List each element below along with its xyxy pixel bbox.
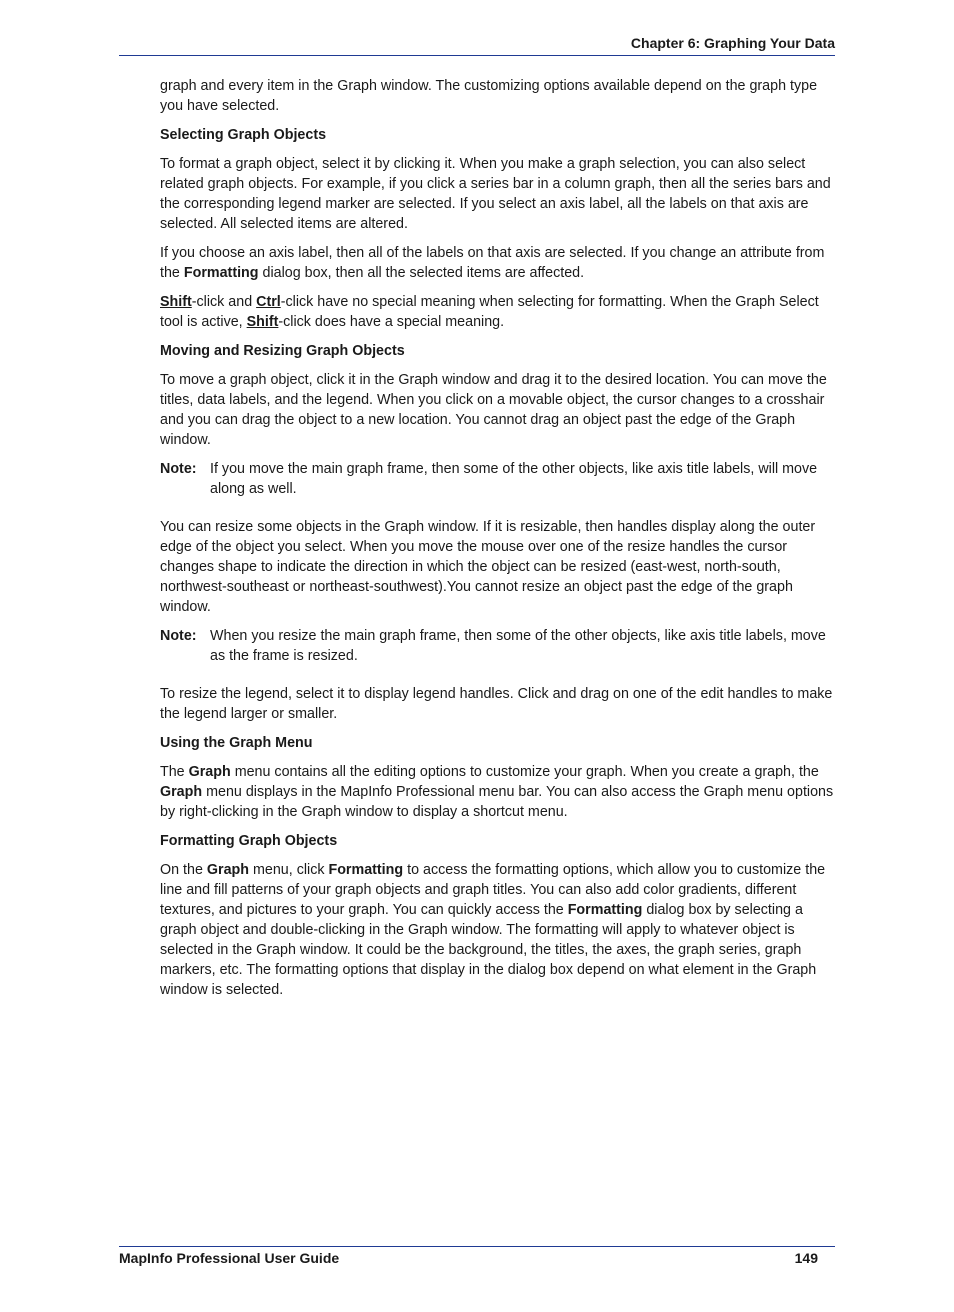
running-header: [119, 34, 835, 56]
text-run: -click does have a special meaning.: [278, 314, 505, 330]
text-run: menu, click: [249, 862, 329, 878]
formatting-term: Formatting: [567, 902, 643, 918]
text-run: dialog box, then all the selected items are affected.: [258, 265, 585, 281]
intro-paragraph: graph and every item in the Graph window. The customizing options available depend on the graph type you have selected.: [160, 78, 818, 114]
running-footer: [119, 1246, 835, 1266]
shift-key: Shift: [160, 294, 192, 310]
formatting-term: Formatting: [183, 265, 259, 281]
note-text: When you resize the main graph frame, then some of the other objects, like axis title labels, move as the frame is resized.: [210, 628, 826, 664]
note-move-frame: [160, 459, 836, 499]
page-number: 149: [794, 1250, 818, 1266]
paragraph-graph-menu: [160, 762, 836, 822]
text-run: menu displays in the MapInfo Professional menu bar. You can also access the Graph menu options by right-clicking in the Graph window to display a shortcut menu.: [160, 784, 834, 820]
graph-term: Graph: [206, 862, 250, 878]
text-run: -click have no special meaning when selecting for formatting. When the Graph Select tool is active,: [160, 294, 819, 330]
guide-title: MapInfo Professional User Guide: [119, 1250, 340, 1266]
ctrl-key: Ctrl: [256, 294, 281, 310]
paragraph-formatting: [160, 860, 836, 1000]
heading-moving-resizing: Moving and Resizing Graph Objects: [160, 343, 405, 359]
heading-selecting-graph-objects: Selecting Graph Objects: [160, 127, 327, 143]
formatting-term: Formatting: [328, 862, 404, 878]
heading-formatting-graph-objects: Formatting Graph Objects: [160, 833, 338, 849]
note-text: If you move the main graph frame, then some of the other objects, like axis title labels, will move along as well.: [210, 461, 818, 497]
paragraph-select-1: To format a graph object, select it by clicking it. When you make a graph selection, you can also select related graph objects. For example, if you click a series bar in a column graph, then all the series bars and the corresponding legend marker are selected. If you select an axis label, all the labels on that axis are selected. All selected items are altered.: [160, 156, 831, 232]
text-run: to access the formatting options, which allow you to customize the line and fill patterns of your graph objects and graph titles. You can also add color gradients, different textures, and pictures to your graph. You can quickly access the: [160, 862, 826, 918]
text-run: If you choose an axis label, then all of the labels on that axis are selected. If you change an attribute from the: [160, 245, 825, 281]
paragraph-move-1: To move a graph object, click it in the Graph window and drag it to the desired location. You can move the titles, data labels, and the legend. When you click on a movable object, the cursor changes to a crosshair and you can drag the object to a new location. You cannot drag an object past the edge of the Graph window.: [160, 372, 827, 448]
note-resize-frame: [160, 626, 836, 666]
text-run: dialog box by selecting a graph object and double-clicking in the Graph window. The formatting will apply to whatever object is selected in the Graph window. It could be the background, the titles, the axes, the graph series, graph markers, etc. The formatting options that display in the dialog box depend on what element in the Graph window is selected.: [160, 902, 817, 998]
note-label: Note:: [160, 628, 197, 644]
paragraph-select-3: [160, 292, 836, 332]
text-run: On the: [160, 862, 207, 878]
paragraph-move-2: You can resize some objects in the Graph window. If it is resizable, then handles display along the outer edge of the object you select. When you move the mouse over one of the resize handles the cursor changes shape to indicate the direction in which the object can be resized (east-west, north-south, northwest-southeast or northeast-southwest).You cannot resize an object past the edge of the graph window.: [160, 519, 816, 615]
page-body: [160, 76, 836, 1009]
paragraph-move-3: To resize the legend, select it to display legend handles. Click and drag on one of the edit handles to make the legend larger or smaller.: [160, 686, 833, 722]
graph-term: Graph: [188, 764, 231, 780]
text-run: menu contains all the editing options to customize your graph. When you create a graph, the: [230, 764, 819, 780]
text-run: The: [160, 764, 189, 780]
text-run: -click and: [191, 294, 257, 310]
note-label: Note:: [160, 461, 197, 477]
chapter-title: Chapter 6: Graphing Your Data: [630, 35, 835, 51]
heading-using-graph-menu: Using the Graph Menu: [160, 735, 313, 751]
shift-key: Shift: [246, 314, 279, 330]
graph-term: Graph: [160, 784, 203, 800]
paragraph-select-2: [160, 243, 836, 283]
